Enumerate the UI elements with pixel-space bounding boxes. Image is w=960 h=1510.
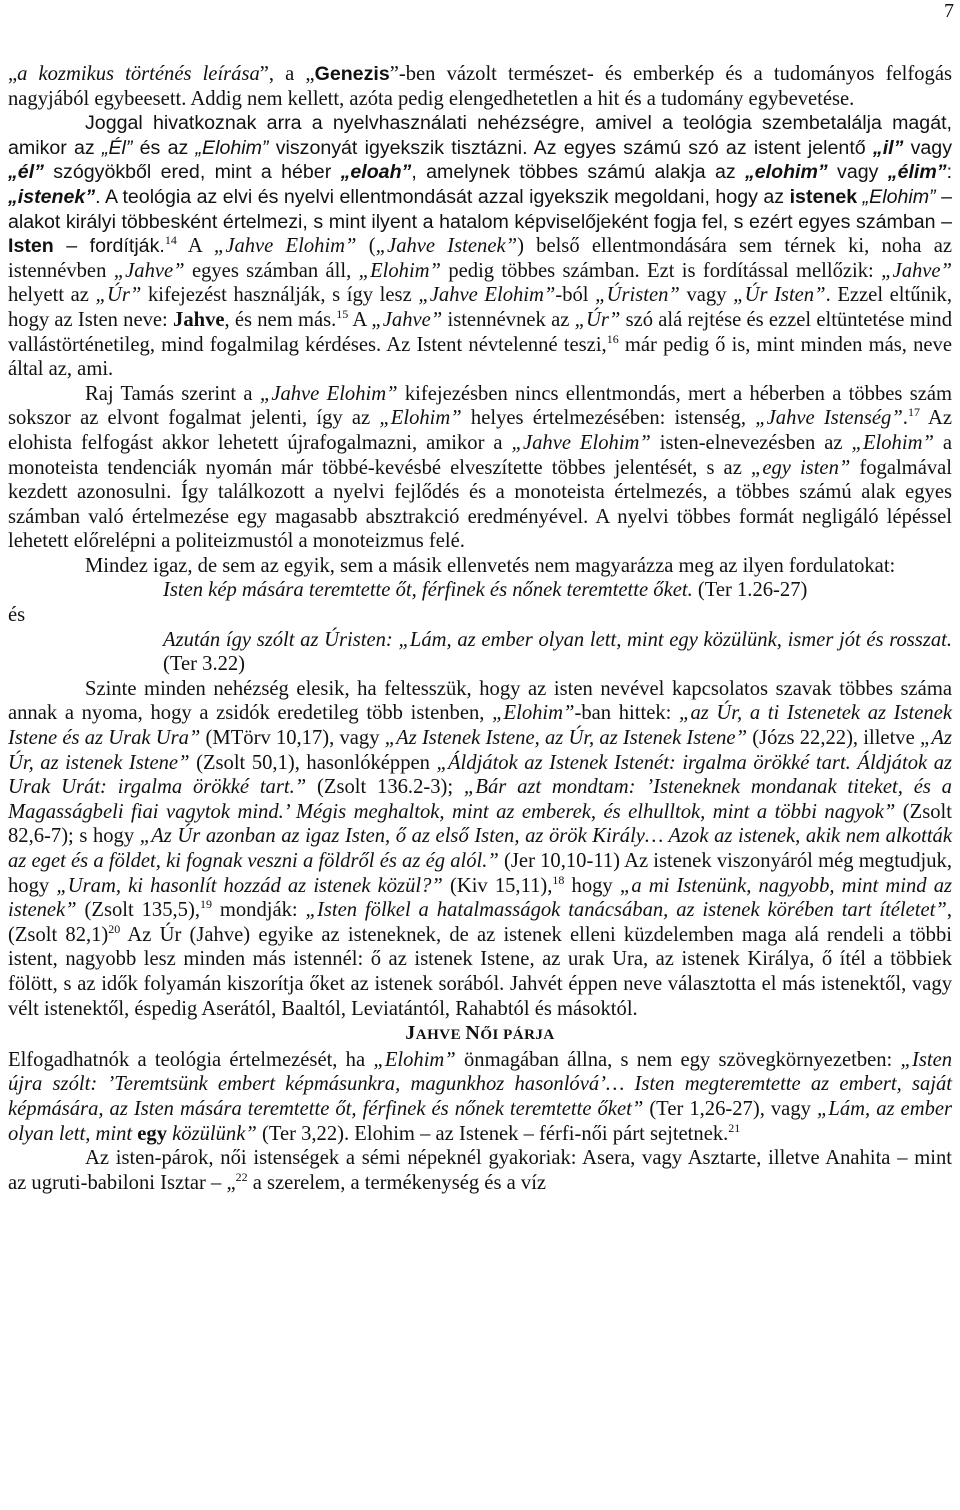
italic-quote: „Isten újra szólt: ’Teremtsünk embert képmásunkra, magunkhoz hasonlóvá’… Isten megteremtette az embert, saját képmására, az Isten mására teremtette őt, férfinek és nőnek teremtette őket” (8, 1048, 952, 1120)
italic-term: „Elohim” (492, 702, 575, 725)
text-run: Az isten-párok, női istenségek a sémi népeknél gyakoriak: Asera, vagy Asztarte, illetve Anahita – mint az ugruti-babiloni Isztar – (8, 1147, 952, 1194)
italic-term: „egy isten” (750, 456, 851, 479)
italic-term: „él” (8, 161, 44, 184)
italic-term: „elohim” (744, 161, 828, 184)
paragraph-6 (8, 1048, 952, 1146)
heading-initial: N (465, 1022, 481, 1045)
italic-term: „Jahve Istenség” (755, 407, 903, 430)
text-run: – fordítják. (53, 235, 165, 258)
paragraph-5 (8, 677, 952, 1021)
italic-term: „élim” (887, 161, 947, 184)
text-run: már pedig ő is, mint minden más, neve által az, ami. (8, 333, 952, 381)
italic-term: „Úr Isten” (733, 284, 826, 307)
quote-text: Isten kép mására teremtette őt, férfinek és nőnek teremtette őket. (163, 579, 693, 602)
italic-term: „Elohim” (851, 431, 934, 454)
bold-term: Genezis (314, 63, 390, 85)
italic-term: „Elohim” (358, 259, 442, 282)
italic-term: „Elohim” (379, 407, 462, 430)
paragraph-1: „a kozmikus történés leírása”, a „Genezis”-ben vázolt természet- és emberkép és a tudományos felfogás nagyjából egybeesett. Addig nem kellett, azóta pedig elengedhetetlen a hit és a tudomány egybevetése. (8, 63, 952, 110)
text-run: . A teológia az elvi és nyelvi ellentmondását azzal igyekszik megoldani, hogy az (95, 185, 790, 208)
paragraph-7 (8, 1146, 952, 1195)
italic-quote: „Az Úr azonban az igaz Isten, ő az első Isten, az örök Király… Azok az istenek, akik nem alkották az eget és a földet, ki fognak veszni a földről és az ég alól.” (8, 825, 952, 872)
text-run: , és nem más. (224, 308, 337, 331)
footnote-ref[interactable]: 21 (728, 1120, 741, 1135)
text-run: (MTörv 10,17), vagy (200, 727, 385, 750)
text-run: vagy (903, 136, 952, 159)
italic-term: „Elohim” (373, 1048, 456, 1071)
text-run: , amelynek többes számú alakja az (411, 161, 745, 184)
italic-quote: „Uram, ki hasonlít hozzád az istenek közül?” (56, 874, 443, 897)
text-run: (Zsolt 82,6-7); s hogy (8, 800, 953, 848)
text-run: (Ter 1,26-27), vagy (643, 1097, 817, 1120)
text-run: viszonyát igyekszik tisztázni. Az egyes számú szó az istent jelentő (268, 136, 873, 159)
italic-term: „Jahve Elohim” (511, 431, 651, 454)
paragraph-4: Mindez igaz, de sem az egyik, sem a másik ellenvetés nem magyarázza meg az ilyen fordulatokat: (85, 554, 896, 577)
italic-quote: „a mi Istenünk, nagyobb, mint mind az istenek” (8, 874, 953, 922)
text-run: helyes értelmezésében: istenség, (461, 407, 756, 430)
text-run: Az Úr (Jahve) egyike az isteneknek, de az istenek elleni küzdelemben maga alá rendeli a többi istent, nagyobb lesz minden más istennél: ő az istenek Istene, az urak Ura, az istenek Királya, ő ítél a többiek fölött, s az idők folyamán kiszorítja őket az istenek sorából. Jahvét éppen neve választotta el más istenektől, vagy vélt istenektől, éspedig Aserától, Baaltól, Leviatántól, Rahabtól és másoktól. (8, 923, 952, 1020)
text-run: isten-elnevezésben az (650, 431, 852, 454)
text-run: . Ezzel eltűnik, hogy az Isten neve: (8, 284, 953, 331)
italic-term: „Úr” (95, 284, 142, 307)
bold-term: egy (137, 1122, 167, 1145)
page-number: 7 (944, 0, 954, 22)
text-run: Az elohista felfogást akkor lehetett újrafogalmazni, amikor a (8, 407, 952, 454)
italic-term: „Jahve” (113, 259, 185, 282)
text-run: fogalmával kezdett azonosulni. Így találkozott a nyelvi fejlődés és a monoteista értelmezés, a többes számú alak egyes számban való értelmezése egy magasabb absztrakció eredményével. A nyelvi többes formát negligáló lépéssel lehetett előrelépni a politeizmustól a monoteizmus felé. (8, 456, 953, 553)
italic-term: „Jahve Istenek” (375, 235, 518, 258)
quote-reference: (Ter 3.22) (163, 653, 246, 676)
text-run: Elfogadhatnók a teológia értelmezését, ha (8, 1048, 374, 1071)
text-run: ) belső ellentmondására sem térnek ki, noha az istennévben (8, 235, 952, 282)
italic-term: „Él” (101, 136, 133, 159)
text-run: (Jer 10,10-11) Az istenek viszonyáról még megtudjuk, hogy (8, 850, 952, 897)
bold-term: Isten (8, 235, 54, 258)
footnote-ref[interactable]: 18 (552, 872, 565, 887)
italic-quote: „Az Istenek Istene, az Úr, az Istenek Istene” (384, 727, 748, 750)
text-run: (Zsolt 135,5), (76, 899, 200, 922)
italic-term: „Úr” (574, 308, 621, 331)
paragraph-2 (8, 111, 952, 382)
italic-term: „istenek” (8, 185, 96, 208)
text-run: a monoteista tendenciák nyomán már többé-kevésbé elveszítette többes jelentését, s az (8, 431, 952, 479)
section-heading (8, 1021, 952, 1048)
italic-term: „Jahve Elohim” (418, 284, 556, 307)
text-run: vagy (679, 284, 734, 307)
italic-quote: „Lám, az ember olyan lett, mint (8, 1097, 953, 1145)
text-run: és az (132, 136, 196, 159)
italic-quote: „az Úr, a ti Istenetek az Istenek Istene és az Urak Ura” (8, 702, 952, 750)
text-run: (Zsolt 136.2-3); (306, 776, 464, 799)
heading-text: AHVE (415, 1027, 466, 1044)
bold-term: Jahve (173, 308, 225, 331)
text-run: kifejezést használják, s így lesz (141, 284, 419, 307)
text-run: mondják: (211, 899, 306, 922)
text-run: hogy (564, 874, 620, 897)
footnote-ref[interactable]: 14 (164, 233, 177, 248)
italic-quote: „Bár azt mondtam: ’Isteneknek mondanak titeket, és a Magasságbeli fiai vagytok mind.’ Mégis meghaltok, mint az emberek, és elhulltok, mint a többi nagyok” (8, 776, 952, 823)
italic-term: „Úristen” (595, 284, 680, 307)
italic-term: „Elohim” (195, 136, 269, 159)
italic-quote: „Áldjátok az Istenek Istenét: irgalma örökké tart. Áldjátok az Urak Urát: irgalma örökké tart.” (8, 751, 953, 799)
footnote-ref[interactable]: 20 (108, 921, 121, 936)
text-run: A (176, 235, 214, 258)
italic-quote: közülünk” (167, 1122, 257, 1145)
footnote-ref[interactable]: 22 (235, 1169, 248, 1184)
text-run: -ból (555, 284, 596, 307)
text-run: szó alá rejtése és ezzel eltüntetése mind vallástörténetileg, mind fogalmilag kérdéses. Az Istent névtelenné teszi, (8, 308, 952, 356)
text-run: a szerelem, a termékenység és a víz (247, 1171, 547, 1194)
quote-genesis-1 (8, 578, 952, 603)
text-run: (Kiv 15,11), (442, 874, 553, 897)
text-run: „ (226, 1171, 236, 1194)
bold-term: istenek (789, 185, 858, 208)
text-run: vagy (827, 161, 888, 184)
italic-quote: „Az Úr, az istenek Istene” (8, 727, 952, 774)
footnote-ref[interactable]: 19 (199, 897, 212, 912)
italic-term: „Jahve” (881, 259, 953, 282)
paragraph-3 (8, 382, 952, 554)
text-run: istennévnek az (442, 308, 575, 331)
document-body (8, 62, 952, 1195)
footnote-ref[interactable]: 15 (336, 306, 349, 321)
text-run: Szinte minden nehézség elesik, ha feltesszük, hogy az isten nevével kapcsolatos szavak többes száma annak a nyoma, hogy a zsidók eredetileg több istenben, (8, 677, 952, 725)
text-run: kifejezésben nincs ellentmondás, mert a héberben a többes szám sokszor az elvont fogalmat jelenti, így az (8, 382, 953, 430)
italic-term: „eloah” (340, 161, 412, 184)
italic-term: „Jahve” (371, 308, 443, 331)
footnote-ref[interactable]: 17 (907, 405, 920, 420)
text-run: önmagában állna, s nem egy szövegkörnyezetben: (455, 1048, 901, 1071)
text-run: (Józs 22,22), illetve (747, 727, 920, 750)
text-run: (Zsolt 50,1), hasonlóképpen (189, 751, 437, 774)
text-run: Joggal hivatkoznak arra a nyelvhasználati nehézségre, amivel a teológia szembetalálja magát, amikor az (8, 112, 952, 159)
italic-term: „Jahve Elohim” (259, 382, 398, 405)
italic-term: „il” (872, 136, 904, 159)
text-run: Raj Tamás szerint a (85, 382, 260, 405)
italic-quote: „Isten fölkel a hatalmasságok tanácsában, az istenek körében tart ítéletet” (305, 899, 947, 922)
heading-text: ŐI PÁRJA (480, 1027, 555, 1044)
text-run: egyes számban áll, (184, 259, 359, 282)
text-run: , (Zsolt 82,1) (8, 899, 952, 946)
text-run: -ban hittek: (574, 702, 680, 725)
text-run: A (348, 308, 372, 331)
text-run: (Ter 3,22). Elohim – az Istenek – férfi-női párt sejtetnek. (256, 1122, 729, 1145)
text-run: helyett az (8, 284, 96, 307)
quote-genesis-3 (8, 628, 952, 677)
italic-phrase: a kozmikus történés leírása (17, 63, 260, 85)
text-run: szógyökből ered, mint a héber (43, 161, 341, 184)
italic-term: „Elohim” (862, 185, 936, 208)
footnote-ref[interactable]: 16 (606, 331, 619, 346)
heading-initial: J (405, 1022, 416, 1045)
text-run: ( (356, 235, 376, 258)
text-run: . (902, 407, 908, 430)
text-run: pedig többes számban. Ezt is fordítással mellőzik: (441, 259, 882, 282)
text-run: – alakot királyi többesként értelmezi, s mint ilyent a hatalom képviselőjeként fogja fel, s ezért egyes számban – (8, 185, 952, 233)
quote-reference: (Ter 1.26-27) (692, 579, 808, 602)
italic-term: „Jahve Elohim” (213, 235, 357, 258)
text-run: : (946, 161, 953, 184)
quote-text: Azután így szólt az Úristen: „Lám, az ember olyan lett, mint egy közülünk, ismer jót és rosszat. (163, 628, 952, 651)
connector-word: és (8, 604, 26, 627)
